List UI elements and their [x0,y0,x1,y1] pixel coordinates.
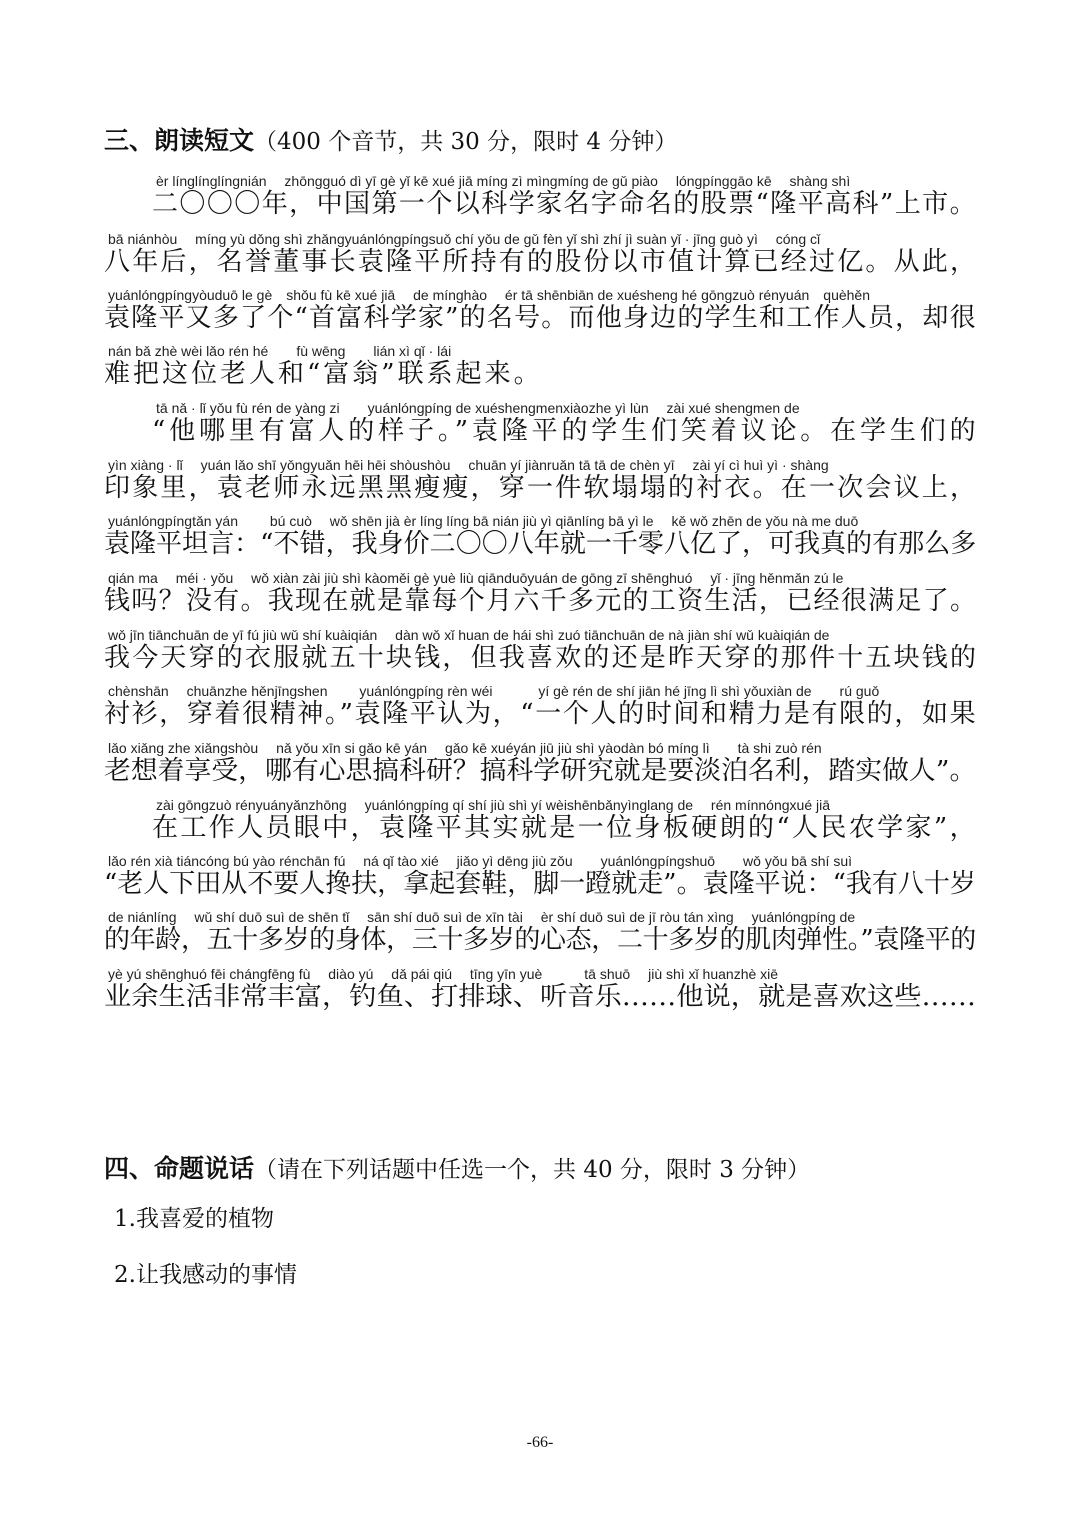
passage-line: 八年后，名誉董事长袁隆平所持有的股份以市值计算已经过亿。从此， [104,247,979,277]
passage-line: “他哪里有富人的样子。”袁隆平的学生们笑着议论。在学生们的 [152,416,980,446]
pinyin-line: zài gōngzuò rényuányǎnzhōng yuánlóngpíng qí shí jiù shì yí wèishēnbǎnyìnglang de rén mínnóngxué jiā [156,797,831,813]
pinyin-line: lǎo rén xià tiáncóng bú yào rénchān fú ná qǐ tào xié jiǎo yì dēng jiù zǒu yuánlóngpíngshuō wǒ yǒu bā shí suì [108,853,853,869]
section3-note: （400 个音节，共 30 分，限时 4 分钟） [254,129,678,155]
pinyin-line: nán bǎ zhè wèi lǎo rén hé fù wēng lián xì qǐ · lái [108,343,452,359]
passage-line: 袁隆平坦言：“不错，我身价二〇〇八年就一千零八亿了，可我真的有那么多 [104,529,977,559]
pinyin-line: chènshān chuānzhe hěnjīngshen yuánlóngpíng rèn wéi yí gè rén de shí jiān hé jīng lì shì yǒuxiàn de rú guǒ [108,683,880,699]
passage-line: 钱吗？没有。我现在就是靠每个月六千多元的工资生活，已经很满足了。 [104,586,978,616]
passage-line: 印象里，袁老师永远黑黑瘦瘦，穿一件软塌塌的衬衣。在一次会议上， [104,473,979,503]
pinyin-line: yuánlóngpíngtǎn yán bú cuò wǒ shēn jià èr líng líng bā nián jiù yì qiānlíng bā yì le kě wǒ zhēn de yǒu nà me duō [108,513,859,529]
pinyin-line: de niánlíng wǔ shí duō suì de shēn tǐ sān shí duō suì de xīn tài èr shí duō suì de jī ròu tán xìng yuánlóngpíng de [108,909,856,925]
passage-line: 我今天穿的衣服就五十块钱，但我喜欢的还是昨天穿的那件十五块钱的 [104,643,979,673]
section3-heading: 三、朗读短文 [104,126,255,155]
pinyin-line: lǎo xiǎng zhe xiǎngshòu nǎ yǒu xīn si gǎo kē yán gǎo kē xuéyán jiū jiù shì yàodàn bó míng lì tà shi zuò rén [108,740,822,756]
section4-heading: 四、命题说话 [104,1154,255,1183]
pinyin-line: bā niánhòu míng yù dǒng shì zhǎngyuánlóngpíngsuǒ chí yǒu de gǔ fèn yǐ shì zhí jì suàn yǐ · jīng guò yì cóng cǐ [108,231,821,247]
passage-line: 衬衫，穿着很精神。”袁隆平认为，“一个人的时间和精力是有限的，如果 [104,699,978,729]
pinyin-line: wǒ jīn tiānchuān de yī fú jiù wǔ shí kuàiqián dàn wǒ xǐ huan de hái shì zuó tiānchuān de nà jiàn shí wǔ kuàiqián de [108,627,830,643]
passage-line: 二〇〇〇年，中国第一个以科学家名字命名的股票“隆平高科”上市。 [152,189,978,219]
section3-title [104,121,677,157]
pinyin-line: yuánlóngpíngyòuduō le gè shǒu fù kē xué jiā de mínghào ér tā shēnbiān de xuésheng hé gōngzuò rényuán quèhěn [108,287,871,303]
passage-line: “老人下田从不要人搀扶，拿起套鞋，脚一蹬就走”。袁隆平说：“我有八十岁 [104,869,976,899]
pinyin-line: yìn xiàng · lǐ yuán lǎo shī yǒngyuǎn hēi hēi shòushòu chuān yí jiànruǎn tā tā de chèn yī zài yí cì huì yì · shàng [108,457,829,473]
pinyin-line: èr línglínglíngnián zhōngguó dì yī gè yǐ kē xué jiā míng zì mìngmíng de gǔ piào lóngpínggāo kē shàng shì [156,173,851,189]
passage-line: 难把这位老人和“富翁”联系起来。 [104,359,543,389]
passage-line: 在工作人员眼中，袁隆平其实就是一位身板硬朗的“人民农学家”， [152,813,978,843]
section4-note: （请在下列话题中任选一个，共 40 分，限时 3 分钟） [254,1157,811,1183]
passage-line: 袁隆平又多了个“首富科学家”的名号。而他身边的学生和工作人员，却很 [104,303,977,333]
passage-line: 的年龄，五十多岁的身体，三十多岁的心态，二十多岁的肌肉弹性。”袁隆平的 [104,925,976,955]
pinyin-line: yè yú shēnghuó fēi chángfēng fù diào yú dǎ pái qiú tīng yīn yuè tā shuō jiù shì xǐ huanzhè xiē [108,966,779,982]
section4-title [104,1149,810,1185]
topic-item: 2.让我感动的事情 [114,1262,297,1288]
passage-line: 业余生活非常丰富，钓鱼、打排球、听音乐……他说，就是喜欢这些…… [104,982,977,1012]
topic-item: 1.我喜爱的植物 [114,1206,274,1232]
pinyin-line: tā nǎ · lǐ yǒu fù rén de yàng zi yuánlóngpíng de xuéshengmenxiàozhe yì lùn zài xué shengmen de [156,400,800,416]
passage-line: 老想着享受，哪有心思搞科研？搞科学研究就是要淡泊名利，踏实做人”。 [104,756,977,786]
page-number: -66- [526,1434,554,1451]
pinyin-line: qián ma méi · yǒu wǒ xiàn zài jiù shì kàoměi gè yuè liù qiānduōyuán de gōng zī shēnghuó yǐ · jīng hěnmǎn zú le [108,570,844,586]
